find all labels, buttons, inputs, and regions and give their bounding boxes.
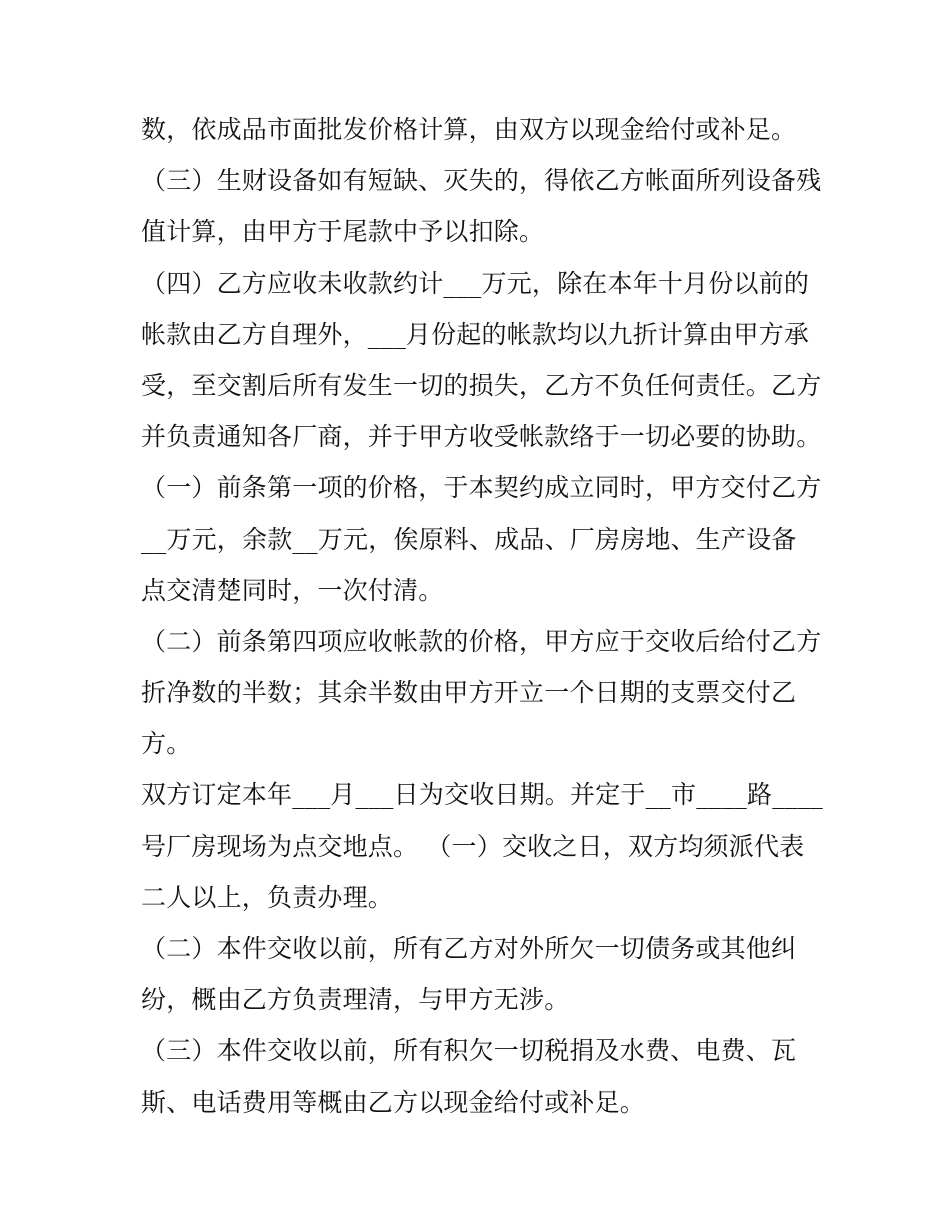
text-line: __万元，余款__万元，俟原料、成品、厂房房地、生产设备 bbox=[141, 524, 797, 554]
text-line: （一）前条第一项的价格，于本契约成立同时，甲方交付乙方 bbox=[141, 473, 822, 503]
text-line: 纷，概由乙方负责理清，与甲方无涉。 bbox=[141, 985, 570, 1015]
text-line: 双方订定本年___月___日为交收日期。并定于__市____路____ bbox=[141, 780, 824, 810]
text-line: （二）本件交收以前，所有乙方对外所欠一切债务或其他纠 bbox=[141, 934, 797, 963]
text-line: 数，依成品市面批发价格计算，由双方以现金给付或补足。 bbox=[141, 115, 797, 144]
text-line: （四）乙方应收未收款约计___万元，除在本年十月份以前的 bbox=[141, 268, 810, 298]
text-line: 并负责通知各厂商，并于甲方收受帐款络于一切必要的协助。 bbox=[141, 422, 822, 452]
text-line: 点交清楚同时，一次付清。 bbox=[141, 575, 444, 605]
text-line: 帐款由乙方自理外，___月份起的帐款均以九折计算由甲方承 bbox=[141, 319, 810, 349]
text-line: 值计算，由甲方于尾款中予以扣除。 bbox=[141, 217, 545, 247]
text-line: 二人以上，负责办理。 bbox=[141, 882, 394, 912]
text-line: （二）前条第四项应收帐款的价格，甲方应于交收后给付乙方 bbox=[141, 626, 822, 656]
text-line: 折净数的半数；其余半数由甲方开立一个日期的支票交付乙 bbox=[141, 678, 797, 708]
document-body bbox=[141, 104, 824, 1128]
text-line: 受，至交割后所有发生一切的损失，乙方不负任何责任。乙方 bbox=[141, 370, 822, 400]
text-line: （三）本件交收以前，所有积欠一切税捐及水费、电费、瓦 bbox=[141, 1036, 797, 1066]
text-line: 斯、电话费用等概由乙方以现金给付或补足。 bbox=[141, 1087, 646, 1117]
text-line: 号厂房现场为点交地点。 （一）交收之日，双方均须派代表 bbox=[141, 831, 805, 861]
text-line: 方。 bbox=[141, 729, 192, 759]
text-line: （三）生财设备如有短缺、灭失的，得依乙方帐面所列设备残 bbox=[141, 166, 822, 196]
